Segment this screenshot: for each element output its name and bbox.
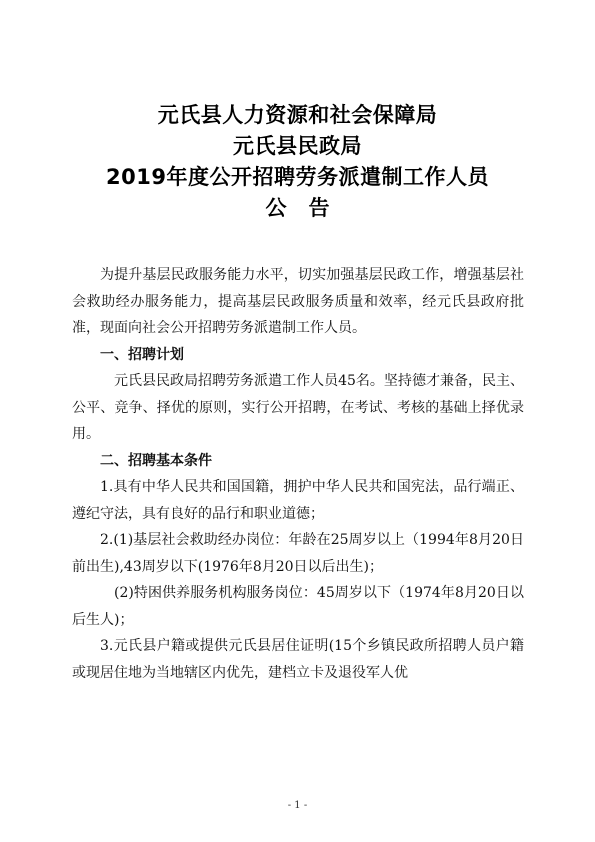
section-heading-conditions: 二、招聘基本条件: [100, 452, 212, 469]
section-heading-plan: 一、招聘计划: [100, 346, 184, 363]
title-line-recruitment: 2019年度公开招聘劳务派遣制工作人员: [106, 165, 489, 189]
document-title: [0, 100, 595, 224]
document-body: [72, 262, 524, 686]
plan-paragraph: 元氏县民政局招聘劳务派遣工作人员45名。坚持德才兼备，民主、公平、竞争、择优的原则，实行公开招聘，在考试、考核的基础上择优录用。: [72, 373, 524, 442]
title-line-civil-affairs: 元氏县民政局: [233, 134, 362, 158]
title-line-notice: 公告: [265, 196, 352, 220]
page-number: - 1 -: [287, 800, 308, 811]
condition-2-1: 2.(1)基层社会救助经办岗位：年龄在25周岁以上（1994年8月20日前出生),43周岁以下(1976年8月20日以后出生)；: [72, 532, 524, 575]
intro-paragraph: 为提升基层民政服务能力水平，切实加强基层民政工作，增强基层社会救助经办服务能力，提高基层民政服务质量和效率，经元氏县政府批准，现面向社会公开招聘劳务派遣制工作人员。: [72, 267, 524, 336]
condition-1: 1.具有中华人民共和国国籍，拥护中华人民共和国宪法，品行端正、遵纪守法，具有良好的品行和职业道德；: [72, 479, 524, 522]
condition-3: 3.元氏县户籍或提供元氏县居住证明(15个乡镇民政所招聘人员户籍或现居住地为当地辖区内优先，建档立卡及退役军人优: [72, 638, 524, 681]
condition-2-2: (2)特困供养服务机构服务岗位：45周岁以下（1974年8月20日以后生人)；: [72, 585, 524, 628]
title-line-bureau: 元氏县人力资源和社会保障局: [157, 103, 438, 127]
